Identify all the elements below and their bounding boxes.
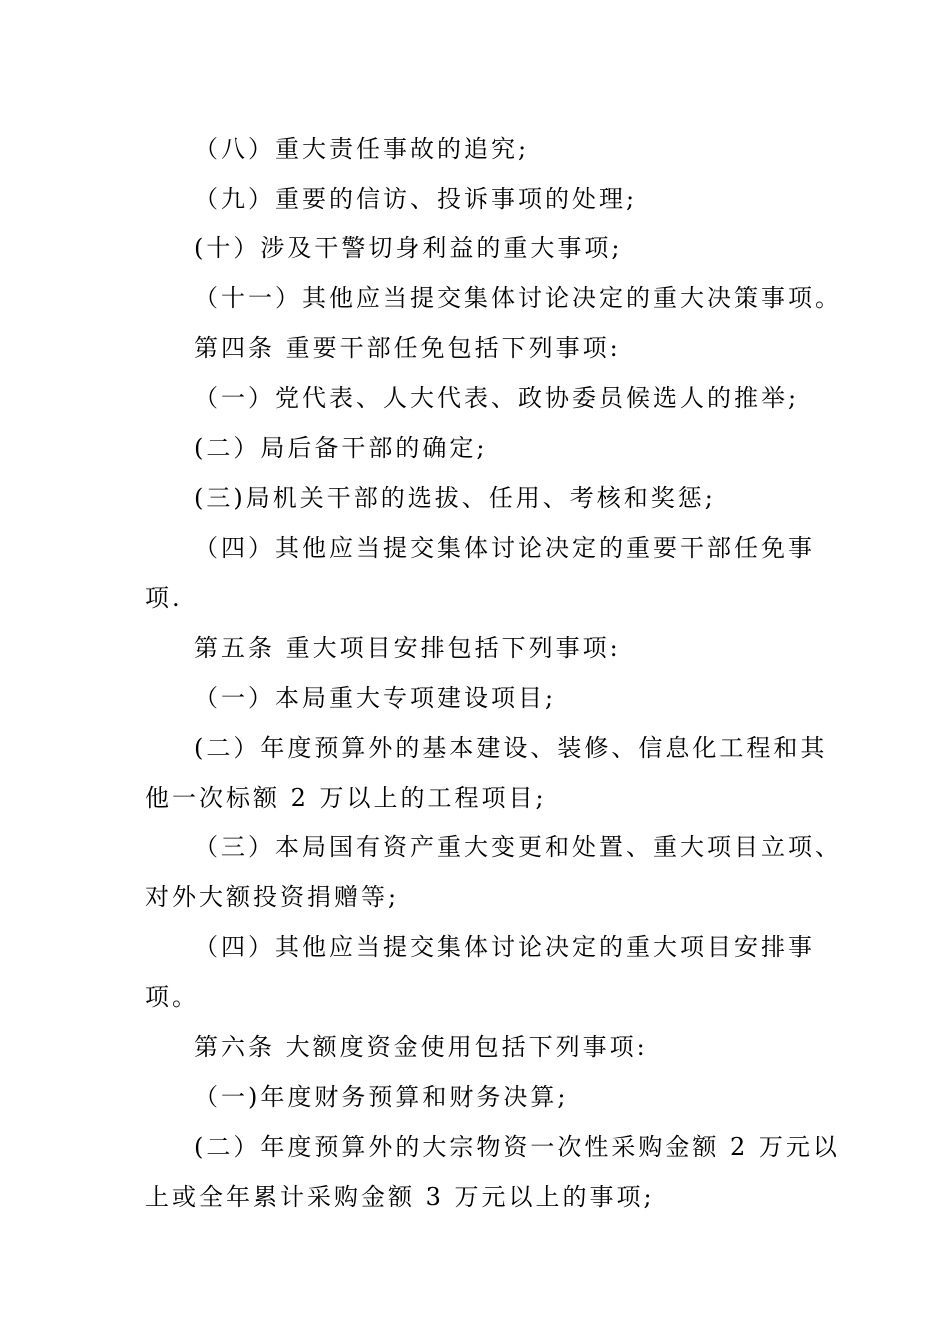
- paragraph-line: (十）涉及干警切身利益的重大事项;: [194, 234, 623, 262]
- paragraph-line: （十一）其他应当提交集体讨论决定的重大决策事项。: [194, 284, 842, 312]
- article-heading: 第五条 重大项目安排包括下列事项:: [194, 634, 621, 662]
- paragraph-line: (二）年度预算外的基本建设、装修、信息化工程和其: [194, 734, 828, 762]
- paragraph-line-continuation: 项。: [145, 983, 199, 1011]
- paragraph-line: （四）其他应当提交集体讨论决定的重要干部任免事: [194, 534, 815, 562]
- article-heading: 第六条 大额度资金使用包括下列事项:: [194, 1033, 648, 1061]
- paragraph-line: (三)局机关干部的选拔、任用、考核和奖惩;: [194, 484, 716, 512]
- paragraph-line: （一)年度财务预算和财务决算;: [194, 1083, 569, 1111]
- paragraph-line-continuation: 他一次标额 2 万以上的工程项目;: [145, 784, 547, 812]
- paragraph-line: （一）本局重大专项建设项目;: [194, 684, 557, 712]
- paragraph-line-continuation: 对外大额投资捐赠等;: [145, 883, 400, 911]
- article-heading: 第四条 重要干部任免包括下列事项:: [194, 334, 621, 362]
- paragraph-line: （三）本局国有资产重大变更和处置、重大项目立项、: [194, 833, 842, 861]
- paragraph-line: （四）其他应当提交集体讨论决定的重大项目安排事: [194, 933, 815, 961]
- paragraph-line-continuation: 上或全年累计采购金额 3 万元以上的事项;: [145, 1183, 655, 1211]
- paragraph-line-continuation: 项.: [145, 584, 183, 612]
- paragraph-line: (二）局后备干部的确定;: [194, 434, 488, 462]
- paragraph-line: （九）重要的信访、投诉事项的处理;: [194, 185, 638, 213]
- paragraph-line: (二）年度预算外的大宗物资一次性采购金额 2 万元以: [194, 1133, 840, 1161]
- paragraph-line: （一）党代表、人大代表、政协委员候选人的推举;: [194, 384, 800, 412]
- paragraph-line: （八）重大责任事故的追究;: [194, 135, 530, 163]
